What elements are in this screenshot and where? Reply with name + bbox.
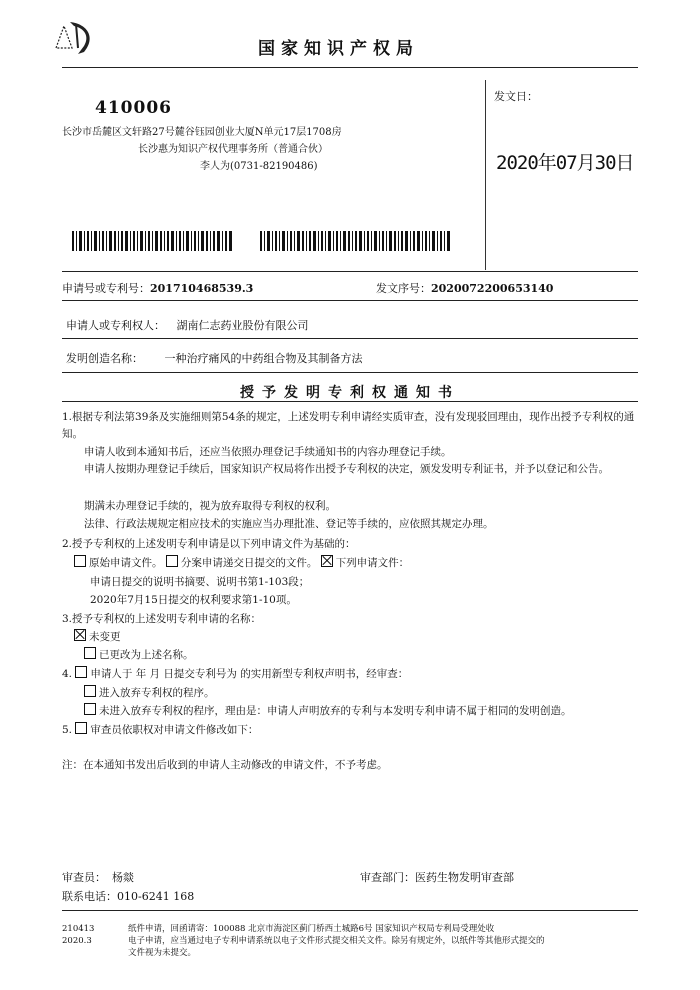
meta-divider-3 [62,372,638,373]
form-code: 210413 [62,924,95,934]
meta-divider-top [62,271,638,272]
invention-row [66,350,363,366]
not-abandon-checkbox[interactable] [84,703,96,715]
name-changed-label: 已更改为上述名称。 [99,649,194,661]
examiner-phone-label: 联系电话： [62,890,117,903]
name-unchanged-label: 未变更 [89,631,121,643]
abandon-checkbox[interactable] [84,685,96,697]
application-number: 201710468539.3 [150,282,254,295]
address-line-3: 李人为(0731-82190486) [200,161,318,172]
address-line-1: 长沙市岳麓区文轩路27号麓谷钰园创业大厦N单元17层1708房 [62,127,342,138]
office-name: 国家知识产权局 [258,39,419,59]
address-line-2: 长沙惠为知识产权代理事务所（普通合伙） [138,144,328,155]
office-logo [48,18,104,58]
doc-serial-label: 发文序号： [376,282,431,295]
dept-row [360,869,514,885]
invention-title: 一种治疗痛风的中药组合物及其制备方法 [164,352,363,365]
not-abandon-label: 未进入放弃专利权的程序，理由是：申请人声明放弃的专利与本发明专利申请不属于相同的发明创造。 [99,705,572,717]
notice-title-divider [62,401,638,402]
dept-name: 医药生物发明审查部 [415,871,514,884]
name-unchanged-checkbox[interactable] [74,629,86,641]
paragraph-1: 1.根据专利法第39条及实施细则第54条的规定，上述发明专利申请经实质审查，没有发现驳回理由，现作出授予专利权的通知。 [62,411,635,440]
listed-docs-checkbox[interactable] [321,555,333,567]
doc-serial: 2020072200653140 [431,282,554,295]
name-unchanged-row [74,629,121,646]
paragraph-1b: 申请人收到本通知书后，还应当依照办理登记手续通知书的内容办理登记手续。 [84,446,452,458]
meta-divider-2 [62,338,638,339]
paragraph-5 [62,722,258,739]
footer-line-1: 纸件申请，回函请寄：100088 北京市海淀区蓟门桥西土城路6号 国家知识产权局专利局受理处收 [128,924,495,934]
examiner-phone: 010-6241 168 [117,890,195,903]
paragraph-1e: 法律、行政法规规定相应技术的实施应当办理批准、登记等手续的，应依照其规定办理。 [84,518,494,530]
original-docs-checkbox[interactable] [74,555,86,567]
application-number-label: 申请号或专利号： [62,282,150,295]
paragraph-2: 2.授予专利权的上述发明专利申请是以下列申请文件为基础的： [62,538,356,550]
postcode: 410006 [95,98,172,118]
applicant-row [66,317,309,333]
barcode-right [260,231,452,251]
send-date: 2020年07月30日 [496,152,634,174]
paragraph-2-options [74,555,654,572]
doc-serial-row [376,280,553,296]
dept-label: 审查部门： [360,871,415,884]
original-docs-label: 原始申请文件。 [89,557,163,569]
examiner-phone-row [62,888,194,904]
notice-title: 授予发明专利权通知书 [240,385,460,401]
send-date-label: 发文日： [494,90,538,103]
barcode-left [72,231,232,251]
not-abandon-row [84,703,654,720]
paragraph-1d: 期满未办理登记手续的，视为放弃取得专利权的权利。 [84,500,336,512]
examiner-row [62,869,134,885]
abandon-row [84,685,215,702]
paragraph-4 [62,666,662,683]
examiner-label: 审查员： [62,871,106,884]
paragraph-2-line-2: 2020年7月15日提交的权利要求第1-10项。 [90,594,297,606]
footer-line-2: 电子申请，应当通过电子专利申请系统以电子文件形式提交相关文件。除另有规定外，以纸件等其他形式提交的 [128,936,545,946]
name-changed-checkbox[interactable] [84,647,96,659]
send-date-divider [485,80,486,270]
applicant-name: 湖南仁志药业股份有限公司 [176,319,309,332]
name-changed-row [84,647,194,664]
footer-divider [62,910,638,911]
paragraph-3: 3.授予专利权的上述发明专利申请的名称： [62,613,262,625]
abandon-label: 进入放弃专利权的程序。 [99,687,215,699]
divisional-docs-label: 分案申请递交日提交的文件。 [180,557,318,569]
meta-divider-1 [62,300,638,301]
application-number-row [62,280,253,296]
paragraph-4-number: 4. [62,668,73,680]
divisional-docs-checkbox[interactable] [166,555,178,567]
paragraph-2-line-1: 申请日提交的说明书摘要、说明书第1-103段； [90,576,310,588]
note: 注：在本通知书发出后收到的申请人主动修改的申请文件，不予考虑。 [62,759,388,771]
form-date: 2020.3 [62,936,92,946]
examiner-amend-checkbox[interactable] [75,722,87,734]
examiner-name: 杨燚 [112,871,134,884]
utility-model-label: 申请人于 年 月 日提交专利号为 的实用新型专利权声明书，经审查： [90,668,409,680]
header-divider [62,67,638,68]
paragraph-1c: 申请人按期办理登记手续后，国家知识产权局将作出授予专利权的决定，颁发发明专利证书，并予以登记和公告。 [84,463,609,475]
invention-label: 发明创造名称： [66,352,143,365]
utility-model-checkbox[interactable] [75,666,87,678]
paragraph-5-number: 5. [62,724,73,736]
footer-line-3: 文件视为未提交。 [128,948,197,958]
listed-docs-label: 下列申请文件： [335,557,410,569]
applicant-label: 申请人或专利权人： [66,319,165,332]
examiner-amend-label: 审查员依职权对申请文件修改如下： [90,724,259,736]
